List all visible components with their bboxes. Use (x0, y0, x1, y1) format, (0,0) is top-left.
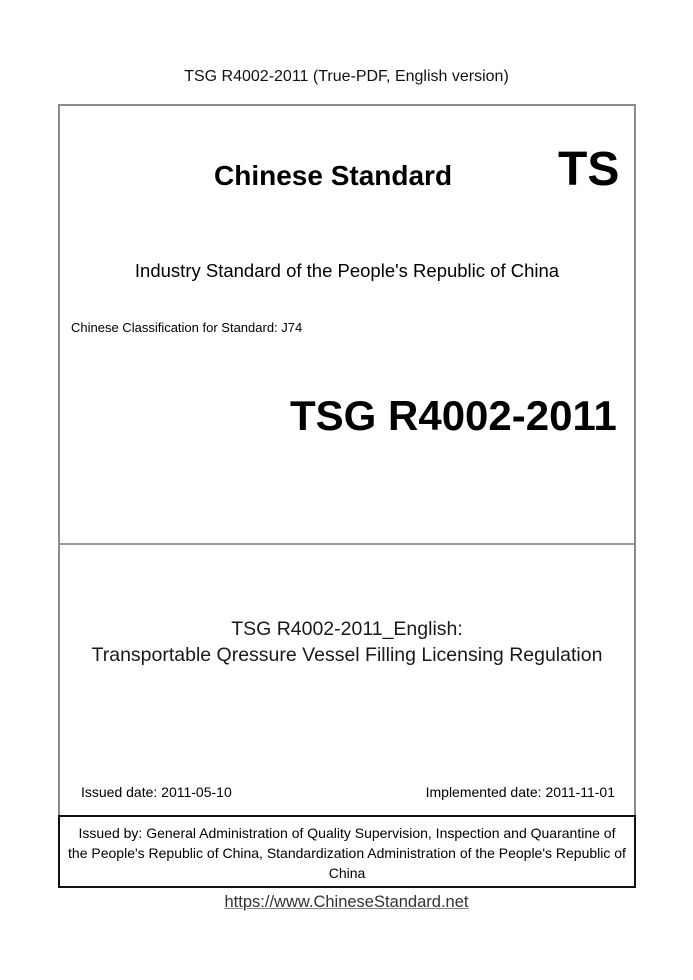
document-title-line-2: Transportable Qressure Vessel Filling Licensing Regulation (91, 644, 603, 666)
footer (0, 893, 693, 912)
document-header-label: TSG R4002-2011 (True-PDF, English version) (184, 68, 509, 85)
issuer-line-3: China (328, 865, 366, 881)
document-title-line-1: TSG R4002-2011_English: (231, 618, 463, 640)
section-divider (60, 543, 634, 545)
brand-code: TS (558, 143, 620, 196)
issuer-line-2: the People's Republic of China, Standardization Administration of the People's Republic of (68, 845, 626, 861)
issuer-box (58, 815, 636, 888)
issuer-line-1: Issued by: General Administration of Quality Supervision, Inspection and Quarantine of (78, 825, 616, 841)
brand-title: Chinese Standard (214, 160, 453, 191)
cover-box (58, 104, 636, 819)
issued-date: Issued date: 2011-05-10 (81, 784, 232, 800)
classification-label: Chinese Classification for Standard: J74 (71, 320, 303, 335)
issuer-text (60, 823, 634, 883)
industry-standard-line: Industry Standard of the People's Republic of China (134, 260, 560, 281)
document-title (60, 616, 634, 668)
implemented-date: Implemented date: 2011-11-01 (425, 784, 615, 800)
website-link[interactable]: https://www.ChineseStandard.net (224, 893, 469, 911)
standard-number: TSG R4002-2011 (290, 392, 617, 439)
